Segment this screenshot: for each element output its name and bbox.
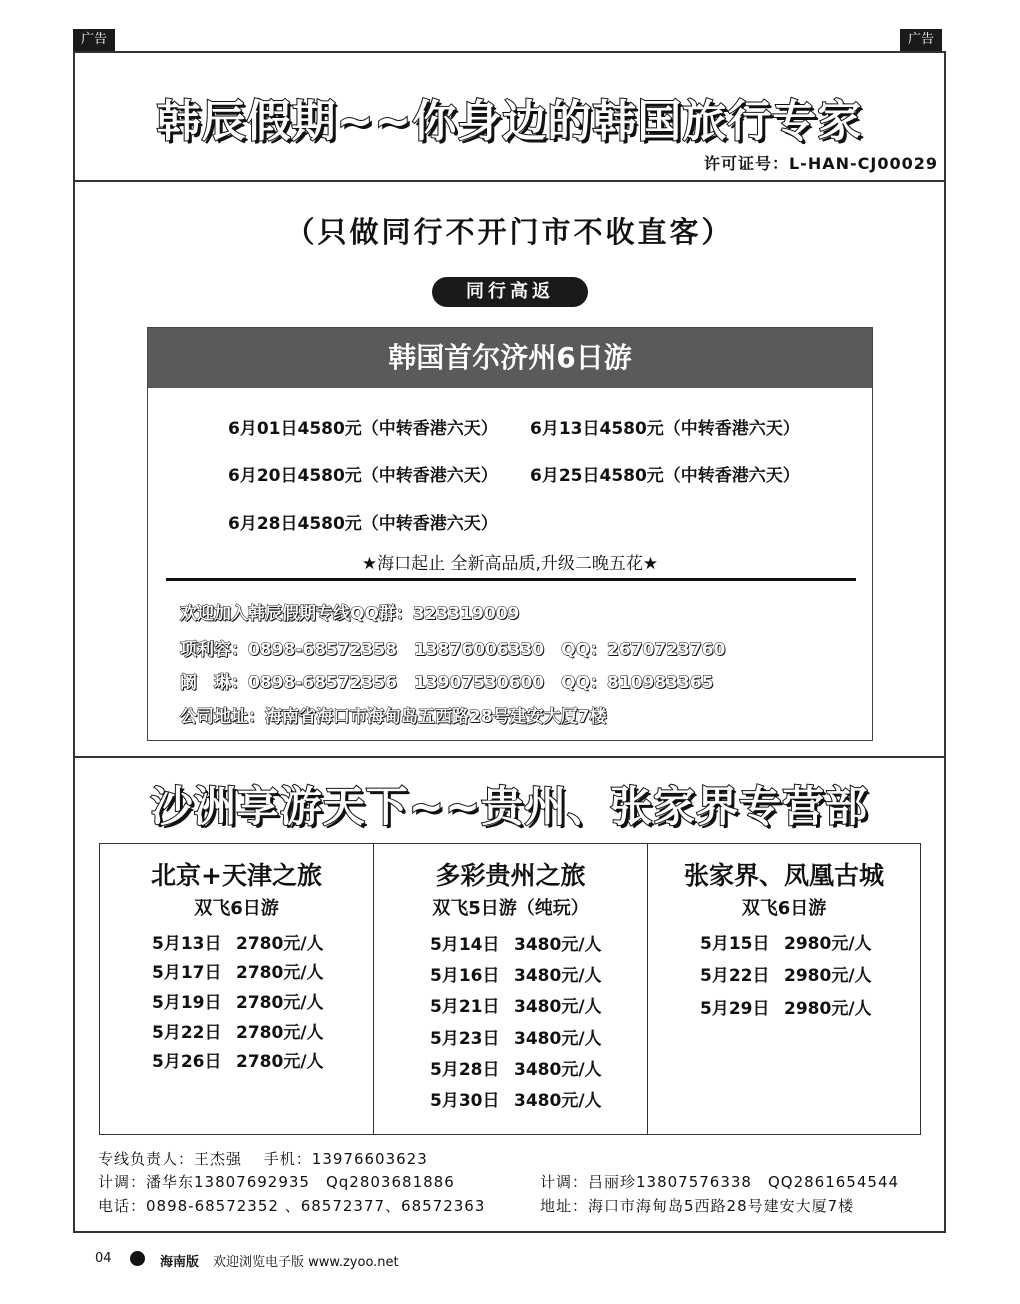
date: 5月19日 <box>152 993 222 1013</box>
date: 5月21日 <box>430 997 500 1017</box>
price: 3480元/人 <box>514 935 602 955</box>
list-item <box>700 994 872 1019</box>
qq-group: 欢迎加入韩辰假期专线QQ群：323319009 <box>180 604 520 624</box>
list-item <box>430 1024 602 1049</box>
slogan: （只做同行不开门市不收直客） <box>285 215 734 249</box>
list-item <box>430 930 602 955</box>
column-title: 北京+天津之旅 <box>151 861 322 890</box>
date: 5月14日 <box>430 935 500 955</box>
header-frame <box>73 51 946 182</box>
contact-line: 项利容：0898-68572358 13876006330 QQ：2670723760 <box>180 640 726 660</box>
tour-column-zhangjiajie <box>647 843 921 1135</box>
price: 3480元/人 <box>514 997 602 1017</box>
price: 2980元/人 <box>784 999 872 1019</box>
list-item <box>700 961 872 986</box>
price: 2780元/人 <box>236 1023 324 1043</box>
price: 2980元/人 <box>784 934 872 954</box>
tour-note: ★海口起止 全新高品质,升级二晚五花★ <box>361 554 659 574</box>
date: 5月30日 <box>430 1091 500 1111</box>
price: 2780元/人 <box>236 1052 324 1072</box>
badge: 同行高返 <box>432 277 588 307</box>
list-item <box>152 1047 324 1072</box>
license-number: 许可证号：L-HAN-CJ00029 <box>703 154 938 173</box>
edition-label: 海南版 <box>160 1255 200 1270</box>
column-subtitle: 双飞6日游 <box>194 898 279 919</box>
list-item <box>152 1018 324 1043</box>
column-title: 张家界、凤凰古城 <box>683 861 884 890</box>
list-item <box>430 992 602 1017</box>
date: 5月26日 <box>152 1052 222 1072</box>
date: 5月22日 <box>152 1023 222 1043</box>
price: 2780元/人 <box>236 963 324 983</box>
date: 5月28日 <box>430 1060 500 1080</box>
price: 2980元/人 <box>784 966 872 986</box>
contact-line: 阚 琳：0898-68572356 13907530600 QQ：810983365 <box>180 673 714 693</box>
list-item <box>152 958 324 983</box>
dispatch-line: 计调：吕丽珍13807576338 QQ2861654544 <box>540 1173 900 1191</box>
column-subtitle: 双飞6日游 <box>741 898 827 919</box>
price: 2780元/人 <box>236 993 324 1013</box>
price: 3480元/人 <box>514 966 602 986</box>
price: 3480元/人 <box>514 1029 602 1049</box>
ad-tag-left: 广告 <box>73 29 115 51</box>
address-line: 地址：海口市海甸岛5西路28号建安大厦7楼 <box>540 1197 855 1215</box>
phone-line: 电话：0898-68572352 、68572377、68572363 <box>98 1197 486 1215</box>
date: 5月17日 <box>152 963 222 983</box>
tour-column-beijing <box>99 843 374 1135</box>
divider <box>166 578 856 581</box>
list-item <box>700 929 872 954</box>
price: 3480元/人 <box>514 1060 602 1080</box>
date: 5月23日 <box>430 1029 500 1049</box>
korea-tour-box <box>147 327 873 741</box>
date: 5月13日 <box>152 934 222 954</box>
agency-title: 韩辰假期~~你身边的韩国旅行专家 <box>156 96 863 147</box>
company-address: 公司地址：海南省海口市海甸岛五西路28号建安大厦7楼 <box>180 707 607 727</box>
china-title: 沙洲享游天下~~贵州、张家界专营部 <box>150 782 869 831</box>
list-item <box>430 961 602 986</box>
manager-line: 专线负责人：王杰强 手机：13976603623 <box>98 1150 428 1168</box>
column-title: 多彩贵州之旅 <box>435 861 586 890</box>
logo-icon <box>130 1251 145 1266</box>
date: 5月29日 <box>700 999 770 1019</box>
korea-tour-heading: 韩国首尔济州6日游 <box>148 328 872 388</box>
price: 2780元/人 <box>236 934 324 954</box>
page-number: 04 <box>95 1251 112 1266</box>
departure-item: 6月13日4580元（中转香港六天） <box>530 419 800 439</box>
price: 3480元/人 <box>514 1091 602 1111</box>
date: 5月22日 <box>700 966 770 986</box>
dispatch-line: 计调：潘华东13807692935 Qq2803681886 <box>98 1173 455 1191</box>
list-item <box>430 1055 602 1080</box>
list-item <box>152 929 324 954</box>
website-text: 欢迎浏览电子版 www.zyoo.net <box>213 1255 399 1270</box>
column-subtitle: 双飞5日游（纯玩） <box>432 898 589 919</box>
departure-item: 6月01日4580元（中转香港六天） <box>228 419 498 439</box>
date: 5月16日 <box>430 966 500 986</box>
list-item <box>152 988 324 1013</box>
date: 5月15日 <box>700 934 770 954</box>
departure-item: 6月28日4580元（中转香港六天） <box>228 514 498 534</box>
departure-item: 6月20日4580元（中转香港六天） <box>228 466 498 486</box>
ad-tag-right: 广告 <box>900 29 942 51</box>
list-item <box>430 1086 602 1111</box>
departure-item: 6月25日4580元（中转香港六天） <box>530 466 800 486</box>
tour-column-guizhou <box>373 843 648 1135</box>
